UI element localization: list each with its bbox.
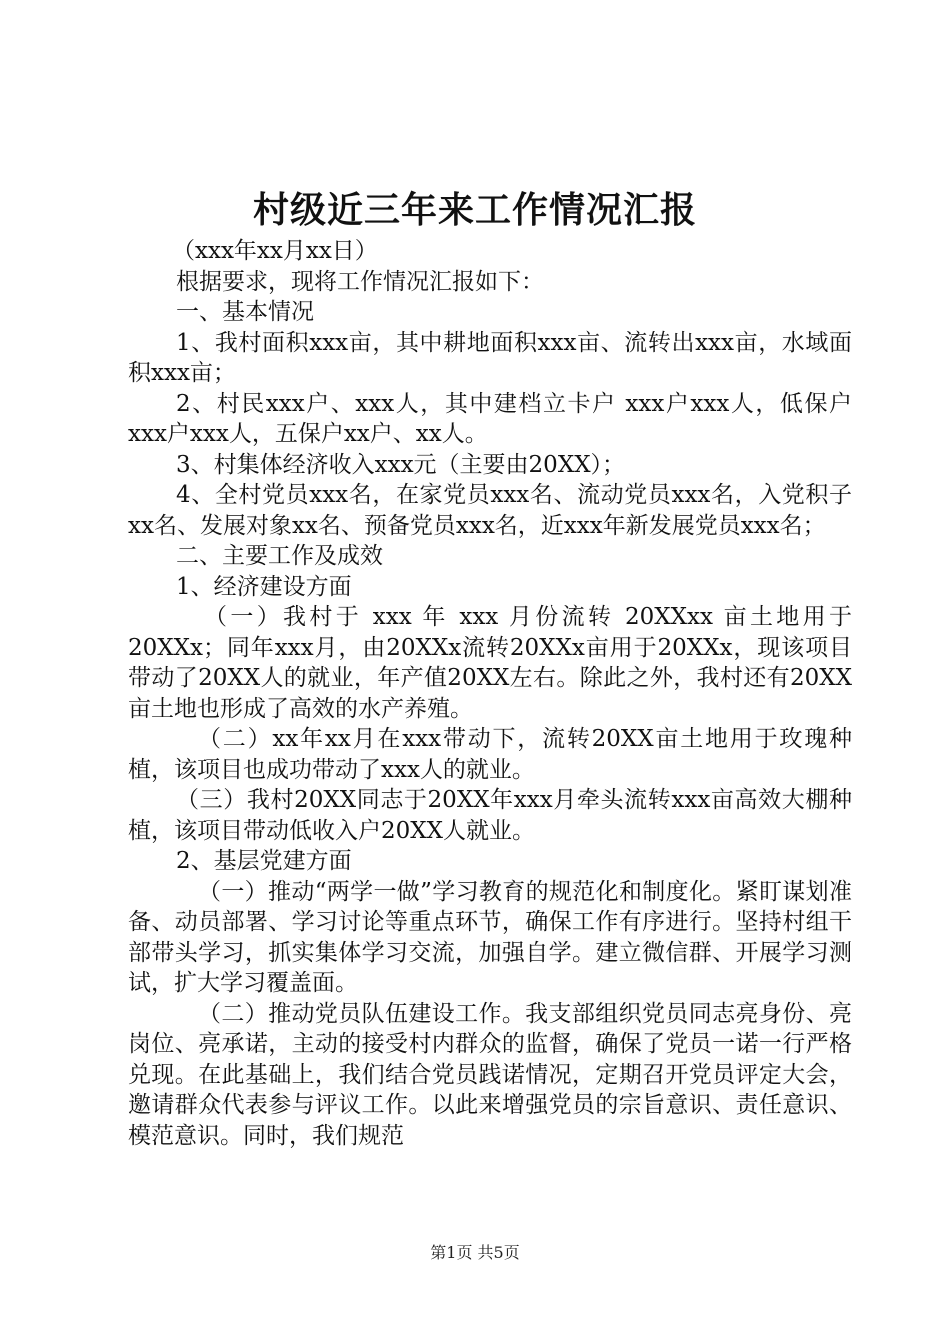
paragraph-area: 1、我村面积xxx亩，其中耕地面积xxx亩、流转出xxx亩，水域面积xxx亩；: [128, 329, 852, 386]
paragraph-economic-2: （二）xx年xx月在xxx带动下，流转20XX亩土地用于玫瑰种植，该项目也成功带动了xxx人的就业。: [128, 726, 852, 783]
paragraph-party-members: 4、全村党员xxx名，在家党员xxx名、流动党员xxx名，入党积子xx名、发展对象xx名、预备党员xxx名，近xxx年新发展党员xxx名；: [128, 482, 852, 539]
subheading-party-building: 2、基层党建方面: [176, 848, 352, 874]
paragraph-collective-income: 3、村集体经济收入xxx元（主要由20XX）；: [176, 451, 626, 478]
subheading-economic-construction: 1、经济建设方面: [176, 573, 352, 600]
paragraph-economic-1: （一）我村于 xxx 年 xxx 月份流转 20XXxx 亩土地用于20XXx；同年xxx月，由20XXx流转20XXx亩用于20XXx，现该项目带动了20XX人的就业，年产值20XX左右。除此之外，我村还有20XX亩土地也形成了高效的水产养殖。: [128, 604, 852, 722]
paragraph-party-1: （一）推动“两学一做”学习教育的规范化和制度化。紧盯谋划准备、动员部署、学习讨论等重点环节，确保工作有序进行。坚持村组干部带头学习，抓实集体学习交流，加强自学。建立微信群、开展学习测试，扩大学习覆盖面。: [128, 878, 852, 996]
paragraph-intro: 根据要求，现将工作情况汇报如下：: [176, 268, 544, 295]
paragraph-party-2: （二）推动党员队伍建设工作。我支部组织党员同志亮身份、亮岗位、亮承诺，主动的接受村内群众的监督，确保了党员一诺一行严格兑现。在此基础上，我们结合党员践诺情况，定期召开党员评定大会，邀请群众代表参与评议工作。以此来增强党员的宗旨意识、责任意识、模范意识。同时，我们规范: [128, 1000, 852, 1149]
report-date: （xxx年xx月xx日）: [172, 238, 378, 264]
section-heading-main-work: 二、主要工作及成效: [176, 543, 383, 569]
document-body: [128, 236, 852, 1151]
document-title: 村级近三年来工作情况汇报: [252, 189, 697, 231]
page-footer: 第1页 共5页: [430, 1243, 520, 1262]
paragraph-economic-3: （三）我村20XX同志于20XX年xxx月牵头流转xxx亩高效大棚种植，该项目带动低收入户20XX人就业。: [128, 787, 852, 844]
section-heading-basic-info: 一、基本情况: [176, 299, 314, 325]
paragraph-villagers: 2、村民xxx户、xxx人，其中建档立卡户 xxx户xxx人，低保户xxx户xxx人，五保户xx户、xx人。: [128, 390, 852, 447]
